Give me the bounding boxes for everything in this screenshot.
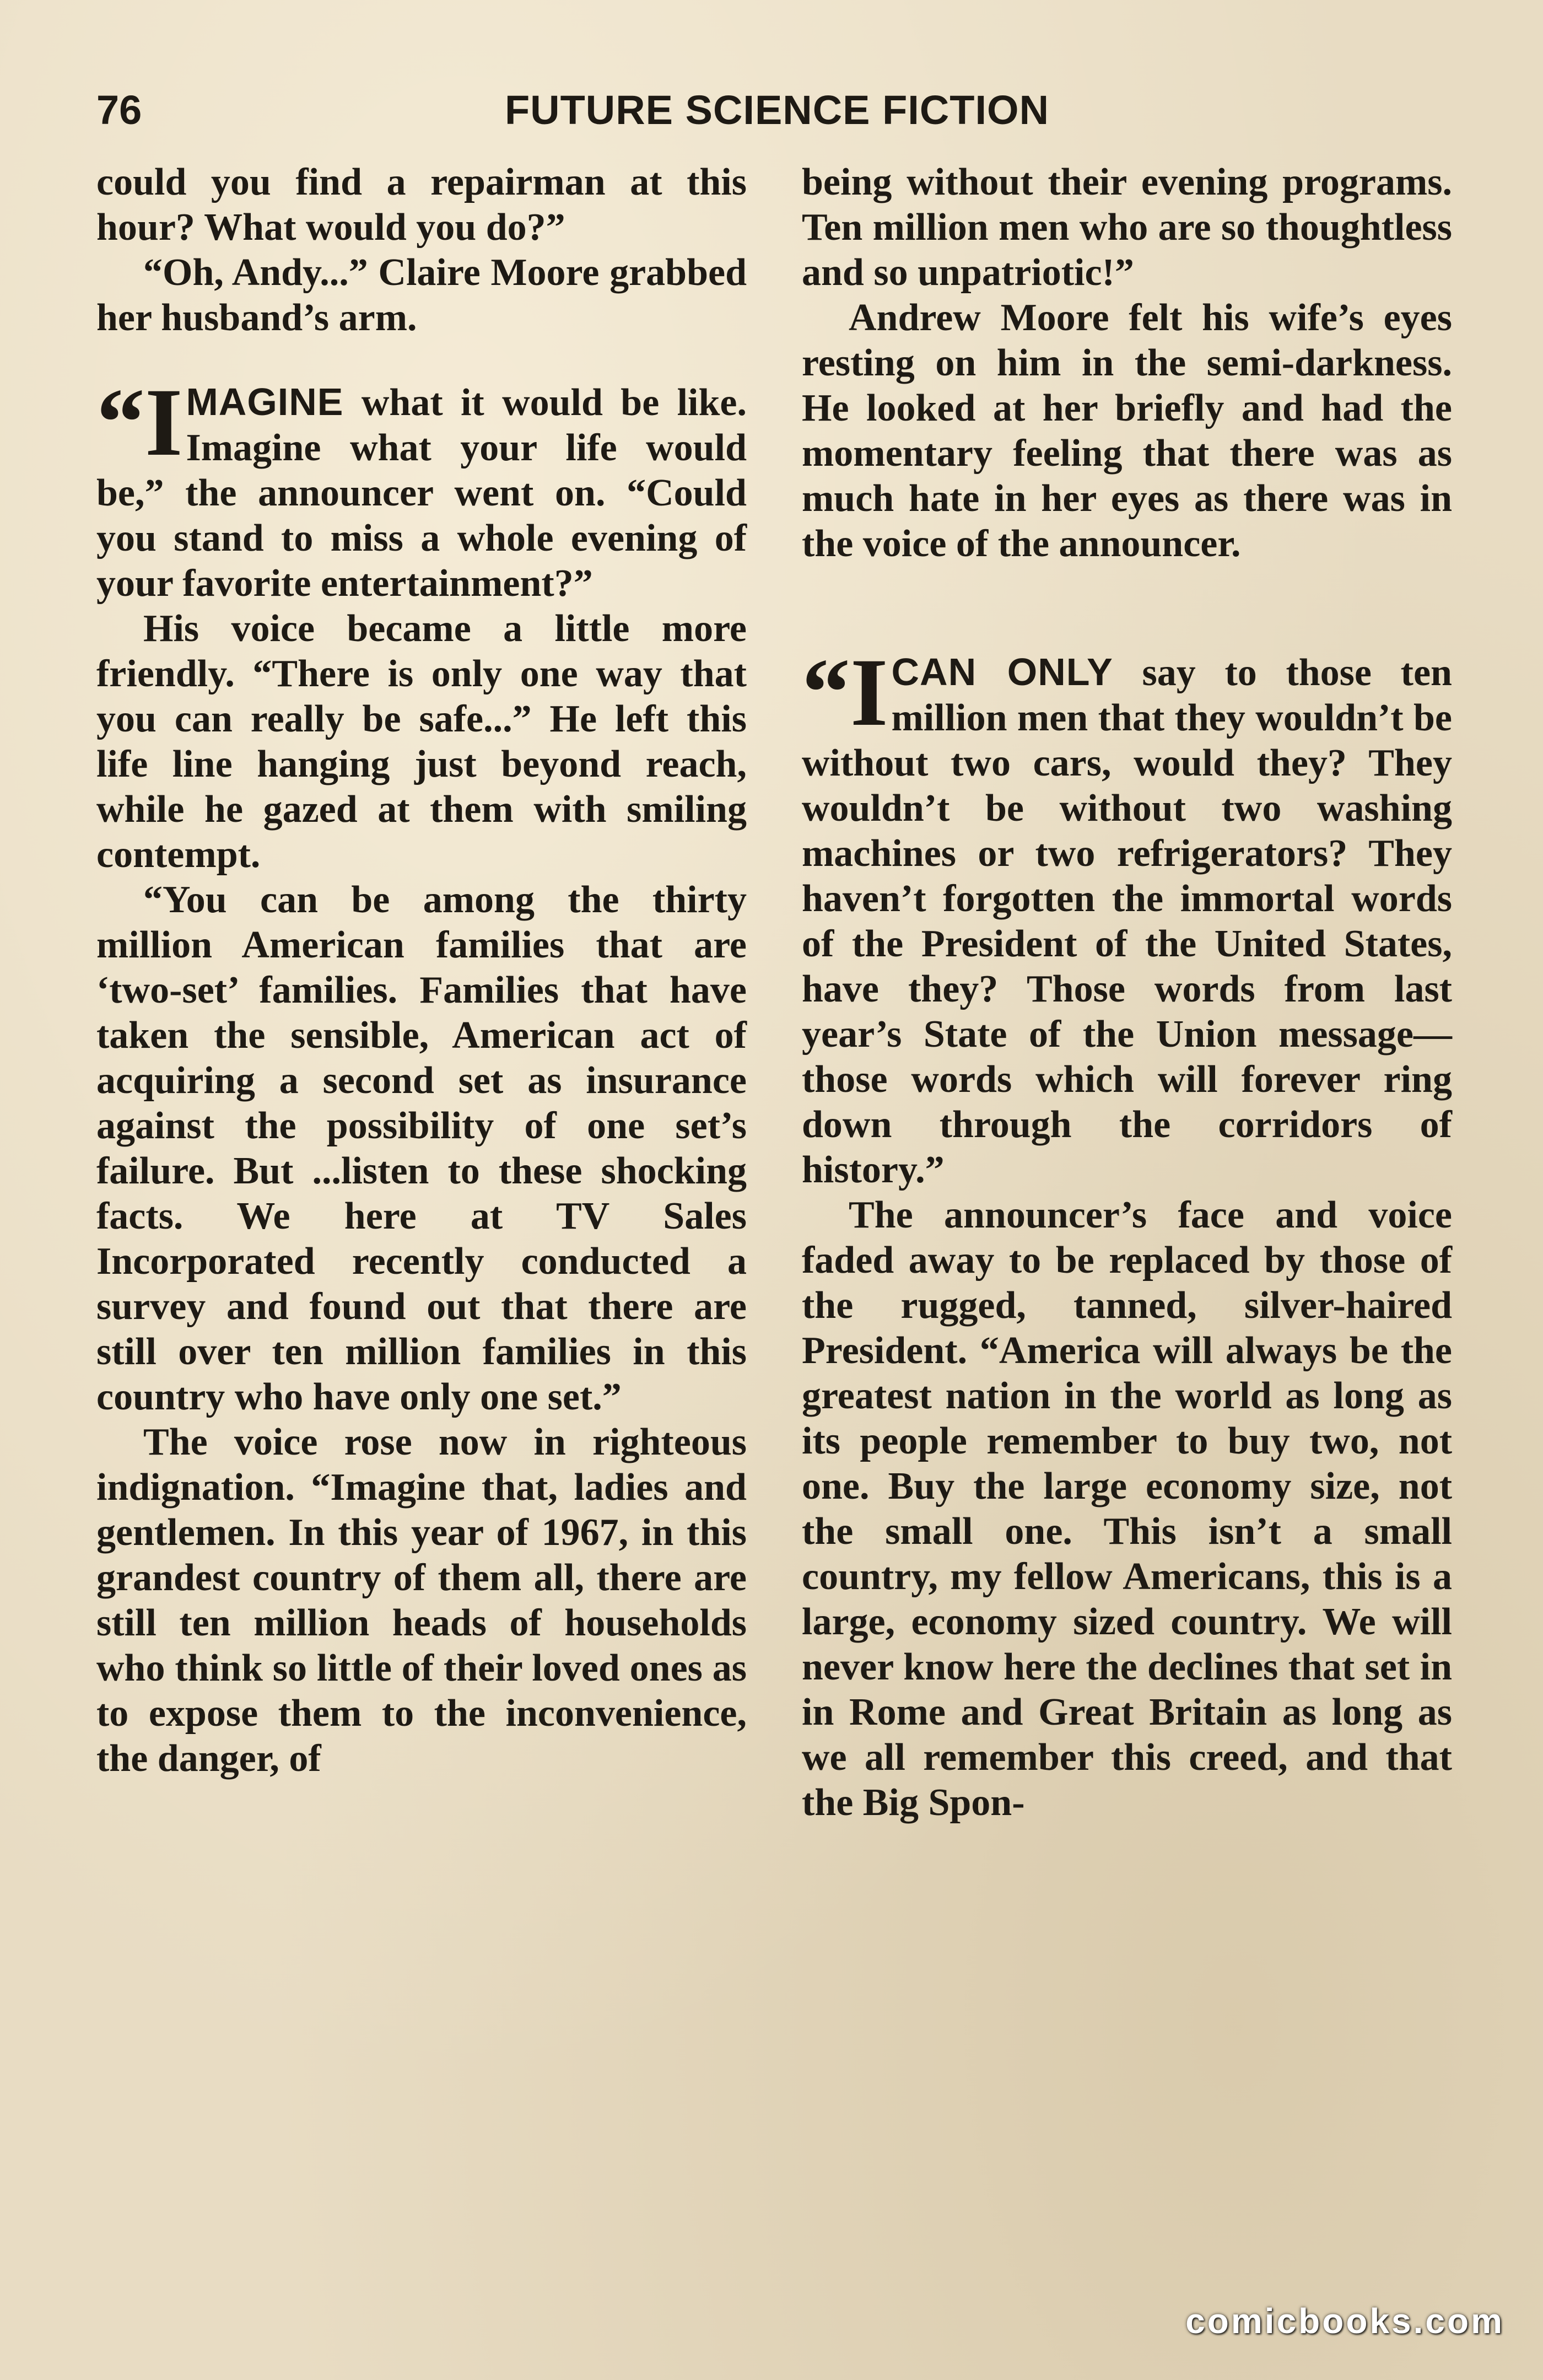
watermark-text: comicbooks.com (1185, 2301, 1504, 2341)
left-column (96, 160, 747, 1781)
paragraph: being without their evening programs. Ten million men who are so thoughtless and so unpatriotic!” (802, 161, 1452, 294)
paragraph: The voice rose now in righteous indignation. “Imagine that, ladies and gentlemen. In this year of 1967, in this grandest country of them all, there are still ten million heads of households who think so little of their loved ones as to expose them to the inconvenience, the danger, of (96, 1421, 747, 1780)
drop-cap: “I (96, 369, 183, 476)
running-title: FUTURE SCIENCE FICTION (504, 87, 1050, 133)
page-header (96, 83, 1458, 138)
paragraph: “Oh, Andy...” Claire Moore grabbed her husband’s arm. (96, 251, 747, 339)
section-opening-paragraph: “I MAGINE what it would be like. Imagine what your life would be,” the announcer went on. “Could you stand to miss a whole evening of your favorite entertainment?” (96, 369, 747, 605)
paragraph: His voice became a little more friendly. “There is only one way that you can really be safe...” He left this life line hanging just beyond reach, while he gazed at them with smiling contempt. (96, 607, 747, 876)
section-opening-paragraph: “I CAN ONLY say to those ten million men that they wouldn’t be without two cars, would they? They wouldn’t be without two washing machines or two refrigerators? They haven’t forgotten the immortal words of the President of the United States, have they? Those words from last year’s State of the Union message—those words which will forever ring down through the corridors of history.” (802, 639, 1452, 1191)
right-column (802, 160, 1452, 1826)
paragraph: Andrew Moore felt his wife’s eyes resting on him in the semi-darkness. He looked at her briefly and had the momentary feeling that there was as much hate in her eyes as there was in the voice of the announcer. (802, 297, 1452, 565)
paragraph: The announcer’s face and voice faded away to be replaced by those of the rugged, tanned, silver-haired President. “America will always be the greatest nation in the world as long as its people remember to buy two, not one. Buy the large economy size, not the small one. This isn’t a small country, my fellow Americans, this is a large, economy sized country. We will never know here the declines that set in in Rome and Great Britain as long as we all remember this creed, and that the Big Spon- (802, 1194, 1452, 1824)
drop-cap: “I (802, 639, 888, 746)
page-number: 76 (96, 87, 142, 133)
lead-in-text: MAGINE (186, 380, 344, 423)
lead-in-text: CAN ONLY (891, 650, 1113, 693)
paragraph: could you find a repairman at this hour? What would you do?” (96, 161, 747, 249)
paragraph: “You can be among the thirty million American families that are ‘two-set’ families. Families that have taken the sensible, American act of acquiring a second set as insurance against the possibility of one set’s failure. But ...listen to these shocking facts. We here at TV Sales Incorporated recently conducted a survey and found out that there are still over ten million families in this country who have only one set.” (96, 879, 747, 1418)
